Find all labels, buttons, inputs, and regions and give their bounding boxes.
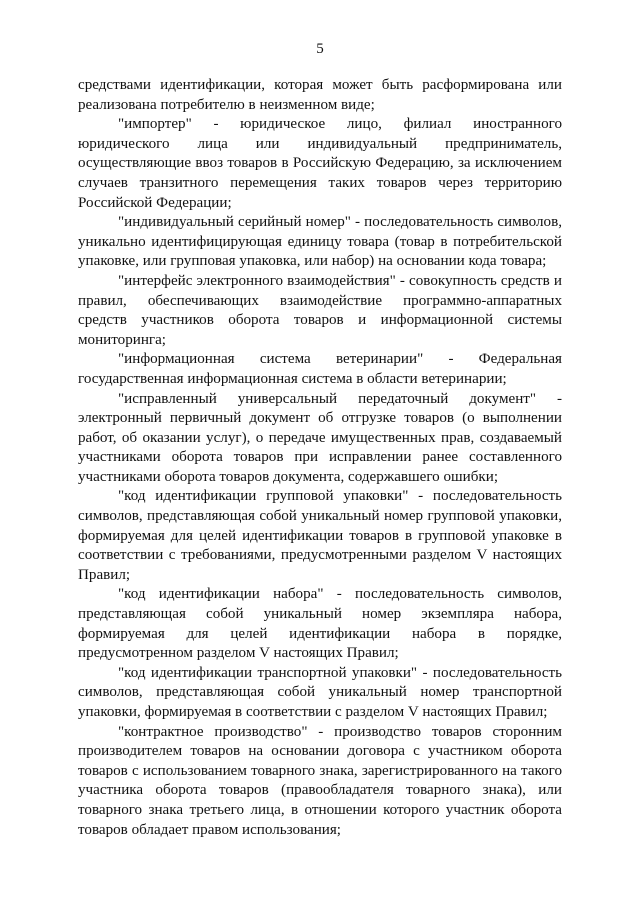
paragraph-contract-manufacturing: "контрактное производство" - производство товаров сторонним производителем товаров на основании договора с участником оборота товаров с использованием товарного знака, зарегистрированного на такого участника оборота товаров (правообладателя товарного знака), или товарного знака третьего лица, в отношении которого участник оборота товаров обладает правом использования; <box>78 723 562 838</box>
paragraph-serial-number: "индивидуальный серийный номер" - последовательность символов, уникально идентифицирующая единицу товара (товар в потребительской упаковке, или групповая упаковка, или набор) на основании кода товара; <box>78 214 562 270</box>
paragraph-transport-package-code: "код идентификации транспортной упаковки" - последовательность символов, представляющая собой уникальный номер транспортной упаковки, формируемая в соответствии с разделом V настоящих Правил; <box>78 664 562 720</box>
page-number: 5 <box>316 41 324 57</box>
paragraph-interface: "интерфейс электронного взаимодействия" - совокупность средств и правил, обеспечивающих взаимодействие программно-аппаратных средств участников оборота товаров и информационной системы мониторинга; <box>78 272 562 348</box>
paragraph-continuation: средствами идентификации, которая может быть расформирована или реализована потребителю в неизменном виде; <box>78 77 562 113</box>
paragraph-set-code: "код идентификации набора" - последовательность символов, представляющая собой уникальный номер экземпляра набора, формируемая для целей идентификации набора в порядке, предусмотренном разделом V настоящих Правил; <box>78 586 562 662</box>
paragraph-group-package-code: "код идентификации групповой упаковки" - последовательность символов, представляющая собой уникальный номер групповой упаковки, формируемая для целей идентификации товаров в групповой упаковке в соответствии с требованиями, предусмотренными разделом V настоящих Правил; <box>78 488 562 583</box>
document-body <box>78 76 562 840</box>
paragraph-corrected-document: "исправленный универсальный передаточный документ" - электронный первичный документ об отгрузке товаров (о выполнении работ, об оказании услуг), о передаче имущественных прав, создаваемый участниками оборота товаров при исправлении ранее составленного участниками оборота товаров документа, содержавшего ошибки; <box>78 390 562 485</box>
paragraph-importer: "импортер" - юридическое лицо, филиал иностранного юридического лица или индивидуальный предприниматель, осуществляющие ввоз товаров в Российскую Федерацию, за исключением случаев транзитного перемещения таких товаров через территорию Российской Федерации; <box>78 116 562 211</box>
paragraph-vet-system: "информационная система ветеринарии" - Федеральная государственная информационная система в области ветеринарии; <box>78 351 562 387</box>
